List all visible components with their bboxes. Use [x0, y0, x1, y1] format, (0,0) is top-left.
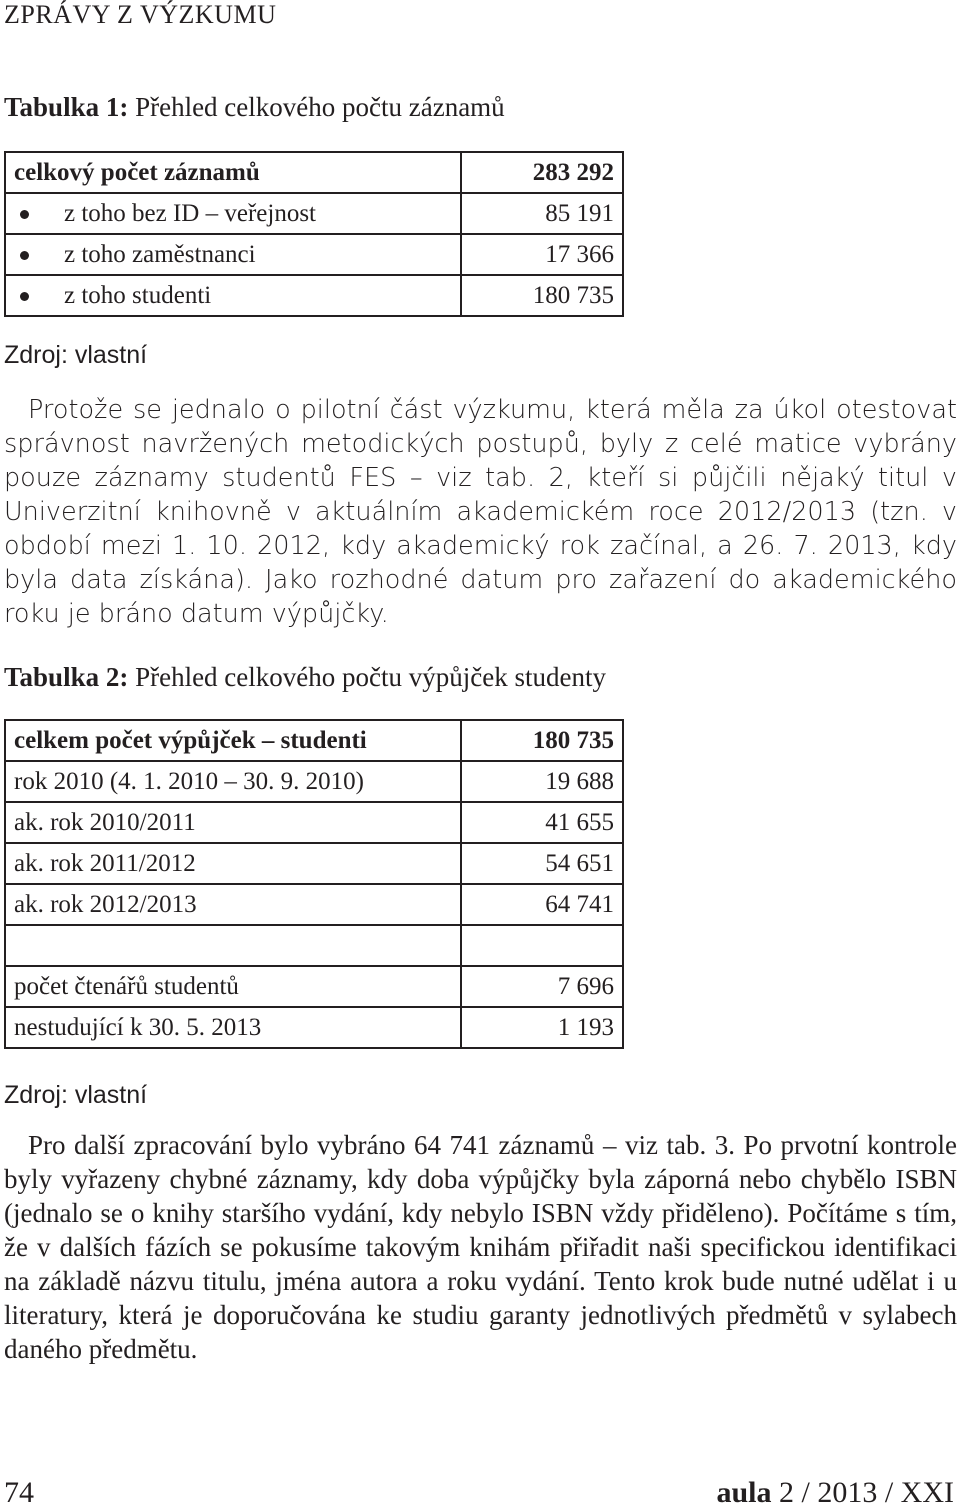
table2-row-label: ak. rok 2010/2011 — [5, 802, 461, 843]
table2-caption-label: Tabulka 2: — [4, 662, 129, 692]
table1-header-value: 283 292 — [461, 152, 623, 193]
table2-row-label: počet čtenářů studentů — [5, 966, 461, 1007]
body-paragraph-2: Pro další zpracování bylo vybráno 64 741 záznamů – viz tab. 3. Po prvotní kontrole byly vyřazeny chybné záznamy, kdy doba výpůjčky byla záporná nebo chybělo ISBN (jednalo se o knihy staršího vydání, kdy nebylo ISBN vždy přiděleno). Počítáme s tím, že v dalších fázích se pokusíme takovým knihám přiřadit naši specifickou identifikaci na základě názvu titulu, jména autora a roku vydání. Tento krok bude nutné udělat i u literatury, která je doporučována ke studiu garanty jednotlivých předmětů v sylabech daného předmětu. — [4, 1130, 957, 1364]
table1-row-value: 85 191 — [461, 193, 623, 234]
table2-caption — [4, 662, 606, 693]
table2-row-label: ak. rok 2012/2013 — [5, 884, 461, 925]
journal-footer — [716, 1476, 954, 1510]
table1-row-label: z toho zaměstnanci — [64, 240, 256, 268]
table2-row-label: nestudující k 30. 5. 2013 — [5, 1007, 461, 1048]
journal-name: aula — [716, 1476, 772, 1509]
table-row — [5, 884, 623, 925]
table1-row-value: 17 366 — [461, 234, 623, 275]
table1-header-label: celkový počet záznamů — [5, 152, 461, 193]
records-overview-table — [4, 151, 624, 317]
table-row — [5, 843, 623, 884]
page-number: 74 — [4, 1476, 34, 1509]
table-row — [5, 761, 623, 802]
table1-caption-text: Přehled celkového počtu záznamů — [128, 92, 505, 122]
table2-header-value: 180 735 — [461, 720, 623, 761]
table-row — [5, 1007, 623, 1048]
table2-row-value: 64 741 — [461, 884, 623, 925]
table1-row-label: z toho studenti — [64, 281, 212, 309]
table1-caption-label: Tabulka 1: — [4, 92, 129, 122]
table2-row-label: ak. rok 2011/2012 — [5, 843, 461, 884]
table2-row-label — [5, 925, 461, 966]
table-row — [5, 720, 623, 761]
table2-row-value: 19 688 — [461, 761, 623, 802]
table-row — [5, 802, 623, 843]
table2-row-value: 7 696 — [461, 966, 623, 1007]
bullet-icon — [14, 200, 64, 228]
table-row — [5, 193, 623, 234]
section-header: ZPRÁVY Z VÝZKUMU — [4, 0, 277, 29]
table-row — [5, 925, 623, 966]
table2-row-value — [461, 925, 623, 966]
table-row — [5, 152, 623, 193]
table1-caption — [4, 92, 505, 123]
table-row — [5, 234, 623, 275]
table1-source: Zdroj: vlastní — [4, 341, 148, 369]
table2-row-value: 41 655 — [461, 802, 623, 843]
bullet-icon — [14, 241, 64, 269]
table2-caption-text: Přehled celkového počtu výpůjček studenty — [128, 662, 606, 692]
table2-source: Zdroj: vlastní — [4, 1081, 148, 1109]
table-row — [5, 275, 623, 316]
table2-row-value: 1 193 — [461, 1007, 623, 1048]
body-paragraph-1: Protože se jednalo o pilotní část výzkumu, která měla za úkol otestovat správnost navržených metodických postupů, byly z celé matice vybrány pouze záznamy studentů FES – viz tab. 2, kteří si půjčili nějaký titul v Univerzitní knihovně v aktuálním akademickém roce 2012/2013 (tzn. v období mezi 1. 10. 2012, kdy akademický rok začínal, a 26. 7. 2013, kdy byla data získána). Jako rozhodné datum pro zařazení do akademického roku je bráno datum výpůjčky. — [4, 395, 957, 629]
table2-header-label: celkem počet výpůjček – studenti — [5, 720, 461, 761]
table2-row-label: rok 2010 (4. 1. 2010 – 30. 9. 2010) — [5, 761, 461, 802]
table1-row-label: z toho bez ID – veřejnost — [64, 199, 317, 227]
table-row — [5, 966, 623, 1007]
bullet-icon — [14, 282, 64, 310]
loans-overview-table — [4, 719, 624, 1049]
journal-issue: 2 / 2013 / XXI — [771, 1476, 954, 1509]
table2-row-value: 54 651 — [461, 843, 623, 884]
table1-row-value: 180 735 — [461, 275, 623, 316]
